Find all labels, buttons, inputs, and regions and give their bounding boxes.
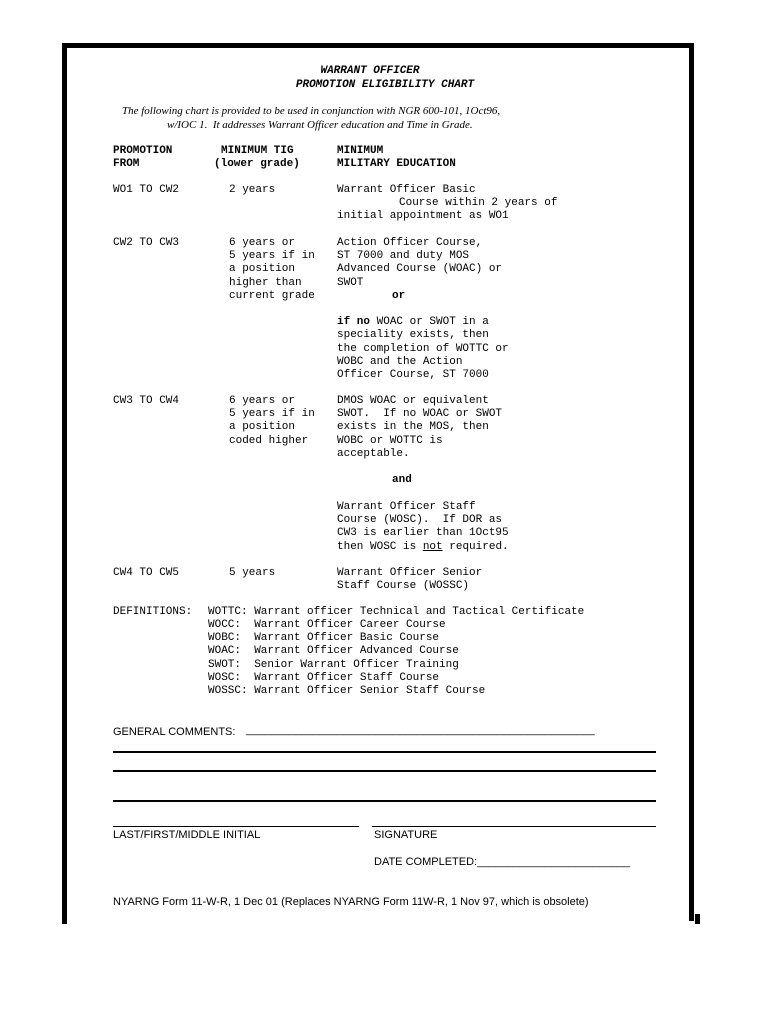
row3-tig-1: 6 years or bbox=[229, 395, 296, 407]
row3-tig-4: coded higher bbox=[229, 435, 309, 447]
comment-line[interactable] bbox=[113, 770, 656, 772]
comment-line[interactable] bbox=[113, 751, 656, 753]
header-mil-edu: MILITARY EDUCATION bbox=[337, 158, 456, 170]
comment-line[interactable] bbox=[113, 800, 656, 802]
row2-from: CW2 TO CW3 bbox=[113, 237, 180, 249]
row3-edu-5: acceptable. bbox=[337, 448, 410, 460]
row3-alt-3: CW3 is earlier than 1Oct95 bbox=[337, 527, 509, 539]
header-minimum: MINIMUM bbox=[337, 145, 384, 157]
row2-edu-4: SWOT bbox=[337, 277, 364, 289]
title-line-1: WARRANT OFFICER bbox=[320, 65, 420, 77]
row3-alt-1: Warrant Officer Staff bbox=[337, 501, 476, 513]
row1-from: WO1 TO CW2 bbox=[113, 184, 180, 196]
date-completed-label: DATE COMPLETED: bbox=[374, 856, 478, 868]
row3-edu-2: SWOT. If no WOAC or SWOT bbox=[337, 408, 503, 420]
header-lower-grade: (lower grade) bbox=[214, 158, 300, 170]
date-completed[interactable] bbox=[374, 856, 630, 868]
form-border bbox=[62, 43, 694, 921]
signature-field-line[interactable] bbox=[372, 826, 656, 827]
row2-tig-4: higher than bbox=[229, 277, 302, 289]
form-border-bottom bbox=[62, 914, 700, 924]
row3-tig-2: 5 years if in bbox=[229, 408, 315, 420]
definition-item: SWOT: Senior Warrant Officer Training bbox=[208, 659, 459, 671]
general-comments-label: GENERAL COMMENTS: bbox=[113, 726, 236, 738]
title-line-2: PROMOTION ELIGIBILITY CHART bbox=[295, 79, 475, 91]
general-comments-blank[interactable]: _________________________________________________________ bbox=[246, 724, 595, 736]
row2-tig-5: current grade bbox=[229, 290, 315, 302]
name-label: LAST/FIRST/MIDDLE INITIAL bbox=[113, 829, 261, 841]
row3-not: not bbox=[422, 541, 443, 553]
row3-alt-4 bbox=[337, 541, 509, 554]
row2-alt-1 bbox=[337, 316, 489, 329]
definition-item: WOSSC: Warrant Officer Senior Staff Course bbox=[208, 685, 486, 697]
row4-tig: 5 years bbox=[229, 567, 276, 579]
intro-line-2: w/IOC 1. It addresses Warrant Officer education and Time in Grade. bbox=[167, 119, 473, 131]
row3-edu-4: WOBC or WOTTC is bbox=[337, 435, 443, 447]
row2-edu-2: ST 7000 and duty MOS bbox=[337, 250, 470, 262]
row3-edu-3: exists in the MOS, then bbox=[337, 421, 489, 433]
row2-alt-4: WOBC and the Action bbox=[337, 356, 463, 368]
row2-tig-1: 6 years or bbox=[229, 237, 296, 249]
row2-alt-1-text: WOAC or SWOT in a bbox=[370, 316, 489, 328]
row3-alt-2: Course (WOSC). If DOR as bbox=[337, 514, 503, 526]
definition-item: WOTTC: Warrant officer Technical and Tactical Certificate bbox=[208, 606, 585, 618]
date-completed-blank[interactable]: _________________________ bbox=[477, 856, 631, 868]
definition-item: WOCC: Warrant Officer Career Course bbox=[208, 619, 446, 631]
header-promotion: PROMOTION bbox=[113, 145, 173, 157]
row2-or: or bbox=[392, 290, 406, 302]
form-footer: NYARNG Form 11-W-R, 1 Dec 01 (Replaces NYARNG Form 11W-R, 1 Nov 97, which is obsolete) bbox=[113, 896, 589, 908]
row1-tig: 2 years bbox=[229, 184, 276, 196]
row2-alt-2: speciality exists, then bbox=[337, 329, 489, 341]
definition-item: WOAC: Warrant Officer Advanced Course bbox=[208, 645, 459, 657]
row4-edu-2: Staff Course (WOSSC) bbox=[337, 580, 470, 592]
row2-tig-2: 5 years if in bbox=[229, 250, 315, 262]
signature-label: SIGNATURE bbox=[374, 829, 438, 841]
row1-edu-1: Warrant Officer Basic bbox=[337, 184, 476, 196]
name-field-line[interactable] bbox=[113, 826, 359, 827]
row3-alt-4-post: required. bbox=[442, 541, 509, 553]
row3-tig-3: a position bbox=[229, 421, 296, 433]
row3-and: and bbox=[392, 474, 412, 486]
intro-line-1: The following chart is provided to be used in conjunction with NGR 600-101, 1Oct96, bbox=[122, 105, 501, 117]
header-from: FROM bbox=[113, 158, 140, 170]
row4-edu-1: Warrant Officer Senior bbox=[337, 567, 483, 579]
row2-if-no: if no bbox=[337, 316, 371, 328]
row2-alt-3: the completion of WOTTC or bbox=[337, 343, 509, 355]
row2-alt-5: Officer Course, ST 7000 bbox=[337, 369, 489, 381]
row3-alt-4-pre: then WOSC is bbox=[337, 541, 423, 553]
row2-edu-1: Action Officer Course, bbox=[337, 237, 483, 249]
row1-edu-3: initial appointment as WO1 bbox=[337, 210, 509, 222]
row3-edu-1: DMOS WOAC or equivalent bbox=[337, 395, 489, 407]
definition-item: WOBC: Warrant Officer Basic Course bbox=[208, 632, 440, 644]
row2-tig-3: a position bbox=[229, 263, 296, 275]
row4-from: CW4 TO CW5 bbox=[113, 567, 180, 579]
row1-edu-2: Course within 2 years of bbox=[399, 197, 558, 209]
row2-edu-3: Advanced Course (WOAC) or bbox=[337, 263, 503, 275]
definition-item: WOSC: Warrant Officer Staff Course bbox=[208, 672, 440, 684]
definitions-label: DEFINITIONS: bbox=[113, 606, 193, 618]
header-min-tig: MINIMUM TIG bbox=[221, 145, 294, 157]
row3-from: CW3 TO CW4 bbox=[113, 395, 180, 407]
